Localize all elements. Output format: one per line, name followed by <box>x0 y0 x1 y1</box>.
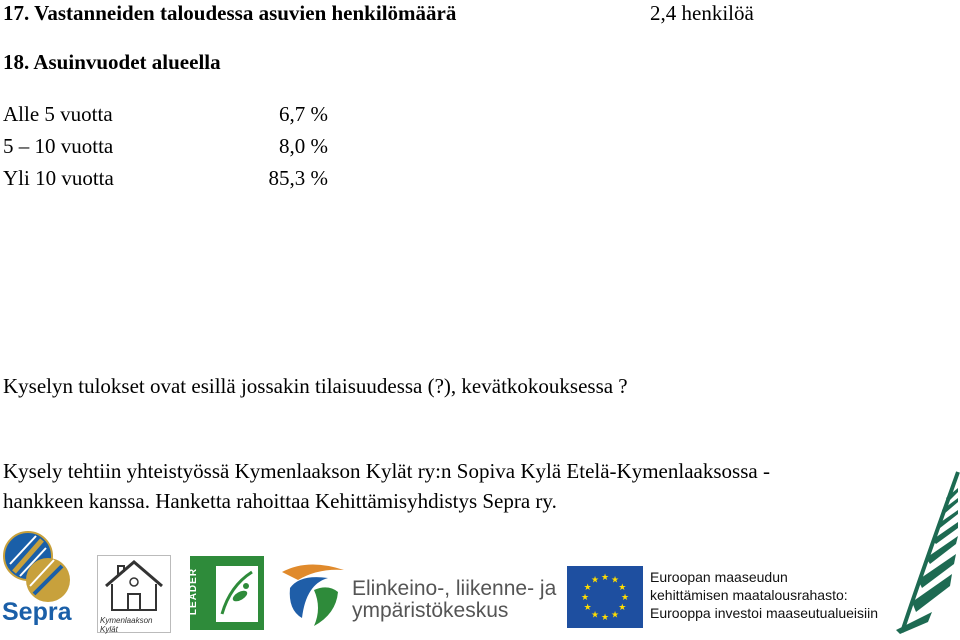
q17-value: 2,4 henkilöä <box>650 1 754 25</box>
q18-row-label: Alle 5 vuotta <box>3 102 113 126</box>
eu-star-icon: ★ <box>610 609 620 620</box>
eu-text <box>650 568 878 622</box>
eu-star-icon: ★ <box>600 572 610 582</box>
q18-row-value: 85,3 % <box>268 166 328 190</box>
sepra-logo-text: Sepra <box>2 598 72 626</box>
eu-text-line-2: kehittämisen maatalousrahasto: <box>650 587 848 603</box>
eu-star-icon: ★ <box>600 612 610 622</box>
eu-star-icon: ★ <box>618 602 627 612</box>
sepra-logo <box>0 528 85 632</box>
kymenlaakson-kylat-logo <box>97 555 171 633</box>
eu-star-icon: ★ <box>620 592 630 602</box>
eu-star-icon: ★ <box>580 592 590 602</box>
cooperation-line-1: Kysely tehtiin yhteistyössä Kymenlaakson Kylät ry:n Sopiva Kylä Etelä-Kymenlaaksossa - <box>3 459 770 483</box>
leader-logo <box>190 556 264 630</box>
ely-text-line-1: Elinkeino-, liikenne- ja <box>352 577 557 600</box>
leader-logo-text: LEADER <box>188 567 200 616</box>
kymenlaakson-kylat-text: Kymenlaakson Kylät <box>100 616 153 634</box>
eu-text-line-1: Euroopan maaseudun <box>650 569 788 585</box>
eu-star-icon: ★ <box>618 582 627 592</box>
ely-text-line-2: ympäristökeskus <box>352 599 509 622</box>
cooperation-line-2: hankkeen kanssa. Hanketta rahoittaa Kehittämisyhdistys Sepra ry. <box>3 489 557 513</box>
results-note: Kyselyn tulokset ovat esillä jossakin tilaisuudessa (?), kevätkokouksessa ? <box>3 374 628 398</box>
eu-flag-icon <box>567 566 643 628</box>
eu-star-icon: ★ <box>583 582 592 592</box>
q18-row-label: 5 – 10 vuotta <box>3 134 114 158</box>
q18-heading: 18. Asuinvuodet alueella <box>3 50 221 74</box>
q18-row-value: 8,0 % <box>279 134 328 158</box>
eu-text-line-3: Eurooppa investoi maaseutualueisiin <box>650 605 879 621</box>
q18-row-label: Yli 10 vuotta <box>3 166 114 190</box>
leaf-graphic-icon <box>892 462 960 635</box>
q18-row-value: 6,7 % <box>279 102 328 126</box>
eu-star-icon: ★ <box>590 609 600 620</box>
eu-star-icon: ★ <box>583 602 592 612</box>
ely-logo <box>278 558 568 630</box>
q17-heading: 17. Vastanneiden taloudessa asuvien henkilömäärä <box>3 1 457 25</box>
eu-star-icon: ★ <box>590 574 600 585</box>
eu-star-icon: ★ <box>610 574 620 585</box>
